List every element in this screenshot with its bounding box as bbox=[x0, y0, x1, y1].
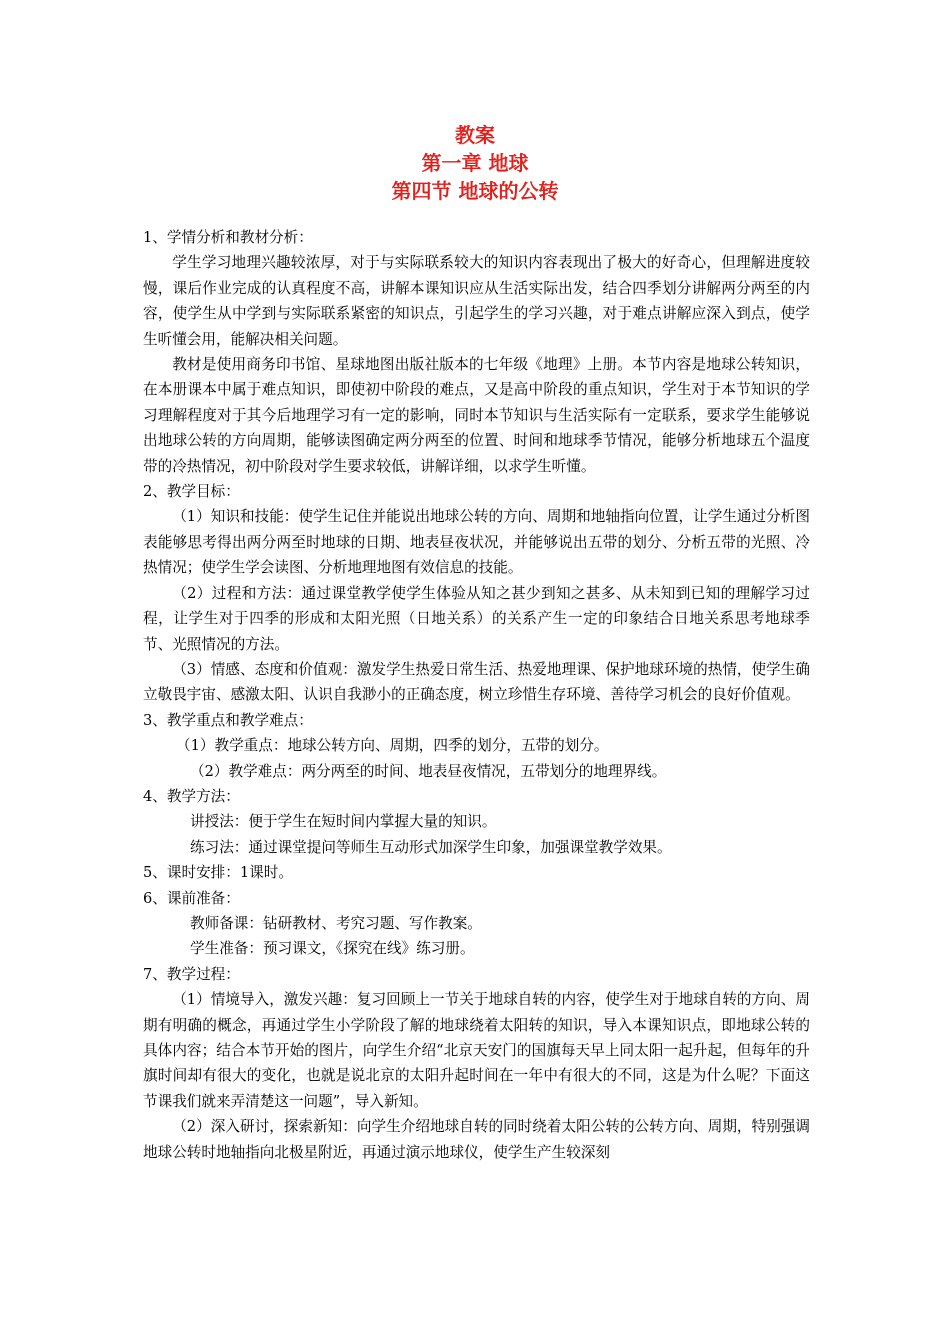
heading-key-points: 3、教学重点和教学难点： bbox=[143, 711, 313, 729]
item-difficulty: （2）教学难点：两分两至的时间、地表昼夜情况，五带划分的地理界线。 bbox=[190, 762, 667, 780]
section-title: 第四节 地球的公转 bbox=[391, 179, 559, 203]
heading-analysis: 1、学情分析和教材分析： bbox=[143, 229, 313, 246]
paragraph-process-explore: （2）深入研讨，探索新知：向学生介绍地球自转的同时绕着太阳公转的公转方向、周期，特别强调地球公转时地轴指向北极星附近，再通过演示地球仪，使学生产生较深刻 bbox=[143, 1118, 810, 1161]
item-method-practice: 练习法：通过课堂提问等师生互动形式加深学生印象，加强课堂教学效果。 bbox=[190, 838, 672, 856]
paragraph-objective-process: （2）过程和方法：通过课堂教学使学生体验从知之甚少到知之甚多、从未知到已知的理解学习过程，让学生对于四季的形成和太阳光照（日地关系）的关系产生一定的印象结合日地关系思考地球季节、光照情况的方法。 bbox=[143, 584, 810, 653]
item-teacher-prep: 教师备课：钻研教材、考究习题、写作教案。 bbox=[190, 914, 482, 932]
paragraph-student-analysis: 学生学习地理兴趣较浓厚，对于与实际联系较大的知识内容表现出了极大的好奇心，但理解进度较慢，课后作业完成的认真程度不高，讲解本课知识应从生活实际出发，结合四季划分讲解两分两至的内容，使学生从中学到与实际联系紧密的知识点，引起学生的学习兴趣，对于难点讲解应深入到点，使学生听懂会用，能解决相关问题。 bbox=[143, 254, 810, 348]
heading-process: 7、教学过程： bbox=[143, 965, 240, 983]
item-method-lecture: 讲授法：便于学生在短时间内掌握大量的知识。 bbox=[190, 813, 497, 831]
paragraph-objective-values: （3）情感、态度和价值观：激发学生热爱日常生活、热爱地理课、保护地球环境的热情，使学生确立敬畏宇宙、感激太阳、认识自我渺小的正确态度，树立珍惜生存环境、善待学习机会的良好价值观。 bbox=[143, 660, 810, 704]
paragraph-objective-knowledge: （1）知识和技能：使学生记住并能说出地球公转的方向、周期和地轴指向位置，让学生通过分析图表能够思考得出两分两至时地球的日期、地表昼夜状况，并能够说出五带的划分、分析五带的光照、冷热情况；使学生学会读图、分析地理地图有效信息的技能。 bbox=[143, 508, 810, 577]
paragraph-textbook-analysis: 教材是使用商务印书馆、星球地图出版社版本的七年级《地理》上册。本节内容是地球公转知识，在本册课本中属于难点知识，即使初中阶段的难点，又是高中阶段的重点知识，学生对于本节知识的学习理解程度对于其今后地理学习有一定的影响，同时本节知识与生活实际有一定联系，要求学生能够说出地球公转的方向周期，能够读图确定两分两至的位置、时间和地球季节情况，能够分析地球五个温度带的冷热情况，初中阶段对学生要求较低，讲解详细，以求学生听懂。 bbox=[143, 356, 810, 475]
heading-preparation: 6、课前准备： bbox=[143, 889, 240, 907]
item-key-point: （1）教学重点：地球公转方向、周期，四季的划分，五带的划分。 bbox=[176, 737, 609, 755]
title-block bbox=[0, 121, 950, 205]
body-text bbox=[143, 225, 810, 1165]
heading-methods: 4、教学方法： bbox=[143, 787, 240, 805]
item-student-prep: 学生准备：预习课文，《探究在线》练习册。 bbox=[190, 940, 475, 958]
doc-title: 教案 bbox=[455, 123, 495, 147]
heading-objectives: 2、教学目标： bbox=[143, 483, 240, 501]
heading-schedule: 5、课时安排：1课时。 bbox=[143, 864, 293, 882]
paragraph-process-intro: （1）情境导入，激发兴趣：复习回顾上一节关于地球自转的内容，使学生对于地球自转的方向、周期有明确的概念，再通过学生小学阶段了解的地球绕着太阳转的知识，导入本课知识点，即地球公转的具体内容；结合本节开始的图片，向学生介绍“北京天安门的国旗每天早上同太阳一起升起，但每年的升旗时间却有很大的变化，也就是说北京的太阳升起时间在一年中有很大的不同，这是为什么呢？下面这节课我们就来弄清楚这一问题”，导入新知。 bbox=[143, 991, 810, 1110]
chapter-title: 第一章 地球 bbox=[421, 151, 529, 175]
